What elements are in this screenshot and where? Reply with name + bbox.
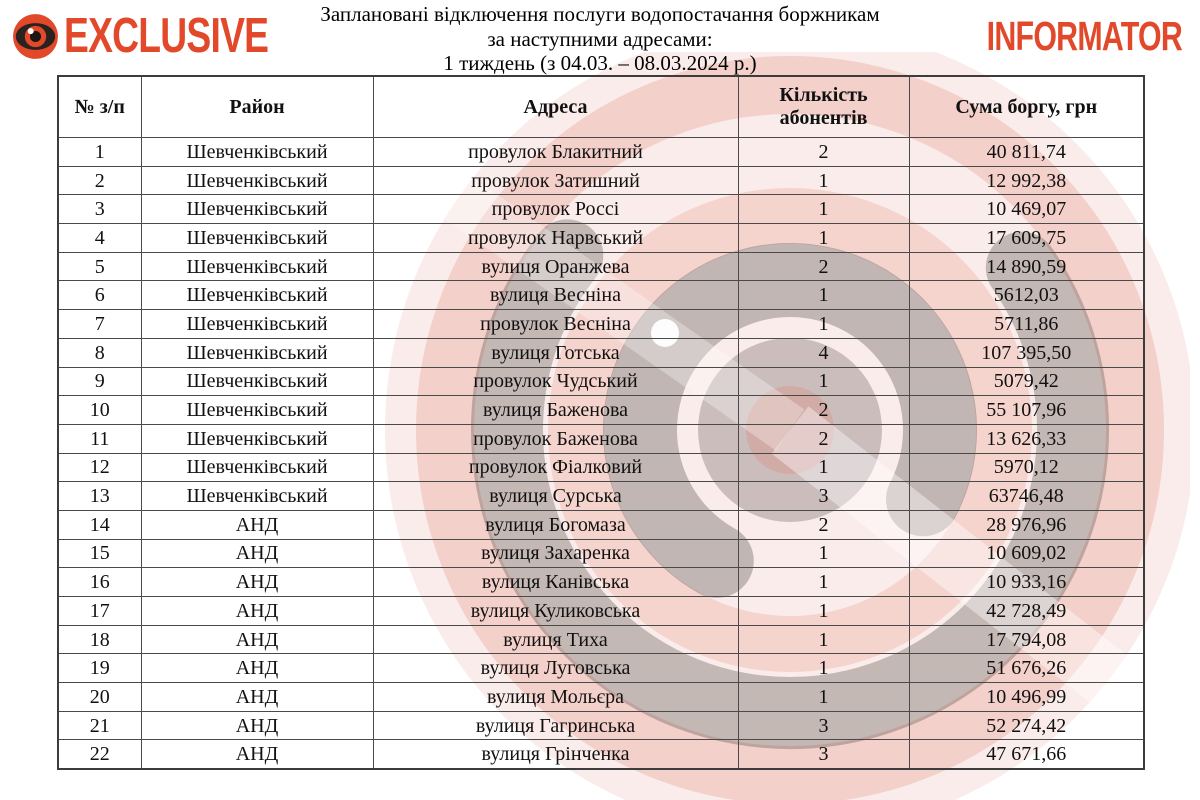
col-header-debt: Сума боргу, грн (909, 76, 1144, 138)
table-row (58, 510, 1144, 539)
cell-address: вулиця Сурська (373, 482, 738, 511)
title-line-1: Заплановані відключення послуги водопостачання боржникам (320, 2, 880, 26)
cell-debt: 51 676,26 (909, 654, 1144, 683)
cell-subscribers: 2 (738, 252, 909, 281)
cell-district: АНД (141, 654, 373, 683)
cell-district: АНД (141, 683, 373, 712)
cell-subscribers: 3 (738, 740, 909, 769)
col-header-district: Район (141, 76, 373, 138)
table-row (58, 338, 1144, 367)
cell-debt: 17 794,08 (909, 625, 1144, 654)
cell-number: 9 (58, 367, 141, 396)
cell-district: Шевченківський (141, 195, 373, 224)
cell-subscribers: 3 (738, 711, 909, 740)
exclusive-logo-text: EXCLUSIVE (64, 9, 269, 63)
cell-debt: 40 811,74 (909, 138, 1144, 167)
cell-debt: 5711,86 (909, 310, 1144, 339)
cell-debt: 12 992,38 (909, 166, 1144, 195)
table-row (58, 711, 1144, 740)
cell-number: 19 (58, 654, 141, 683)
cell-address: вулиця Оранжева (373, 252, 738, 281)
table-row (58, 597, 1144, 626)
cell-debt: 14 890,59 (909, 252, 1144, 281)
page-title (250, 2, 950, 76)
cell-address: провулок Затишний (373, 166, 738, 195)
cell-subscribers: 1 (738, 625, 909, 654)
cell-subscribers: 1 (738, 195, 909, 224)
cell-address: провулок Фіалковий (373, 453, 738, 482)
title-line-2: за наступними адресами: (487, 26, 713, 51)
cell-number: 18 (58, 625, 141, 654)
cell-debt: 28 976,96 (909, 510, 1144, 539)
table-row (58, 195, 1144, 224)
cell-number: 12 (58, 453, 141, 482)
cell-address: вулиця Тиха (373, 625, 738, 654)
cell-number: 2 (58, 166, 141, 195)
cell-address: провулок Россі (373, 195, 738, 224)
cell-debt: 10 469,07 (909, 195, 1144, 224)
cell-district: Шевченківський (141, 424, 373, 453)
cell-number: 15 (58, 539, 141, 568)
cell-subscribers: 1 (738, 224, 909, 253)
table-row (58, 396, 1144, 425)
cell-address: вулиця Грінченка (373, 740, 738, 769)
cell-subscribers: 1 (738, 310, 909, 339)
cell-debt: 17 609,75 (909, 224, 1144, 253)
table-row (58, 310, 1144, 339)
cell-debt: 107 395,50 (909, 338, 1144, 367)
table-row (58, 654, 1144, 683)
cell-district: АНД (141, 568, 373, 597)
cell-debt: 13 626,33 (909, 424, 1144, 453)
cell-debt: 47 671,66 (909, 740, 1144, 769)
cell-subscribers: 1 (738, 654, 909, 683)
cell-district: Шевченківський (141, 166, 373, 195)
cell-district: АНД (141, 625, 373, 654)
cell-number: 20 (58, 683, 141, 712)
cell-district: Шевченківський (141, 138, 373, 167)
cell-number: 16 (58, 568, 141, 597)
table-body (58, 138, 1144, 770)
cell-district: Шевченківський (141, 281, 373, 310)
cell-district: Шевченківський (141, 310, 373, 339)
table-row (58, 453, 1144, 482)
table-header-row (58, 76, 1144, 138)
table-row (58, 683, 1144, 712)
table-row (58, 252, 1144, 281)
cell-subscribers: 1 (738, 367, 909, 396)
table-row (58, 482, 1144, 511)
cell-subscribers: 1 (738, 166, 909, 195)
table-row (58, 424, 1144, 453)
cell-number: 4 (58, 224, 141, 253)
cell-debt: 10 609,02 (909, 539, 1144, 568)
cell-debt: 5079,42 (909, 367, 1144, 396)
cell-subscribers: 2 (738, 510, 909, 539)
cell-district: Шевченківський (141, 367, 373, 396)
cell-district: АНД (141, 740, 373, 769)
cell-number: 1 (58, 138, 141, 167)
cell-address: провулок Чудський (373, 367, 738, 396)
cell-district: Шевченківський (141, 396, 373, 425)
cell-subscribers: 2 (738, 396, 909, 425)
col-header-number: № з/п (58, 76, 141, 138)
cell-number: 14 (58, 510, 141, 539)
cell-subscribers: 1 (738, 568, 909, 597)
cell-subscribers: 4 (738, 338, 909, 367)
informator-logo-text: INFORMATOR (986, 13, 1182, 59)
cell-district: АНД (141, 711, 373, 740)
cell-number: 5 (58, 252, 141, 281)
cell-district: АНД (141, 597, 373, 626)
cell-number: 3 (58, 195, 141, 224)
cell-address: вулиця Готська (373, 338, 738, 367)
cell-debt: 63746,48 (909, 482, 1144, 511)
cell-number: 13 (58, 482, 141, 511)
cell-debt: 10 496,99 (909, 683, 1144, 712)
table-row (58, 539, 1144, 568)
cell-district: Шевченківський (141, 224, 373, 253)
table-row (58, 367, 1144, 396)
informator-logo (918, 13, 1182, 59)
cell-debt: 55 107,96 (909, 396, 1144, 425)
cell-address: вулиця Куликовська (373, 597, 738, 626)
cell-number: 7 (58, 310, 141, 339)
cell-subscribers: 1 (738, 683, 909, 712)
cell-address: вулиця Захаренка (373, 539, 738, 568)
cell-address: вулиця Луговська (373, 654, 738, 683)
table-row (58, 224, 1144, 253)
cell-number: 6 (58, 281, 141, 310)
cell-number: 21 (58, 711, 141, 740)
cell-number: 8 (58, 338, 141, 367)
cell-subscribers: 1 (738, 597, 909, 626)
cell-address: вулиця Мольєра (373, 683, 738, 712)
title-line-3: 1 тиждень (з 04.03. – 08.03.2024 р.) (443, 51, 757, 76)
cell-district: Шевченківський (141, 252, 373, 281)
col-header-address: Адреса (373, 76, 738, 138)
cell-district: Шевченківський (141, 453, 373, 482)
cell-number: 22 (58, 740, 141, 769)
cell-debt: 10 933,16 (909, 568, 1144, 597)
table-row (58, 281, 1144, 310)
eye-icon (12, 13, 59, 60)
table-row (58, 568, 1144, 597)
table-row (58, 740, 1144, 769)
cell-district: АНД (141, 539, 373, 568)
cell-subscribers: 3 (738, 482, 909, 511)
debtors-table (57, 75, 1145, 770)
cell-district: Шевченківський (141, 482, 373, 511)
cell-address: вулиця Баженова (373, 396, 738, 425)
cell-subscribers: 2 (738, 138, 909, 167)
table-row (58, 625, 1144, 654)
cell-debt: 42 728,49 (909, 597, 1144, 626)
cell-district: Шевченківський (141, 338, 373, 367)
table-row (58, 166, 1144, 195)
cell-address: провулок Баженова (373, 424, 738, 453)
cell-address: вулиця Весніна (373, 281, 738, 310)
cell-debt: 5612,03 (909, 281, 1144, 310)
cell-debt: 52 274,42 (909, 711, 1144, 740)
cell-debt: 5970,12 (909, 453, 1144, 482)
cell-address: провулок Блакитний (373, 138, 738, 167)
cell-address: провулок Нарвський (373, 224, 738, 253)
cell-subscribers: 1 (738, 453, 909, 482)
page-header (0, 0, 1200, 75)
cell-number: 10 (58, 396, 141, 425)
cell-number: 11 (58, 424, 141, 453)
cell-address: вулиця Канівська (373, 568, 738, 597)
cell-subscribers: 2 (738, 424, 909, 453)
cell-subscribers: 1 (738, 281, 909, 310)
cell-address: вулиця Гагринська (373, 711, 738, 740)
col-header-subscribers: Кількість абонентів (738, 76, 909, 138)
cell-number: 17 (58, 597, 141, 626)
cell-address: вулиця Богомаза (373, 510, 738, 539)
table-row (58, 138, 1144, 167)
cell-subscribers: 1 (738, 539, 909, 568)
cell-district: АНД (141, 510, 373, 539)
cell-address: провулок Весніна (373, 310, 738, 339)
